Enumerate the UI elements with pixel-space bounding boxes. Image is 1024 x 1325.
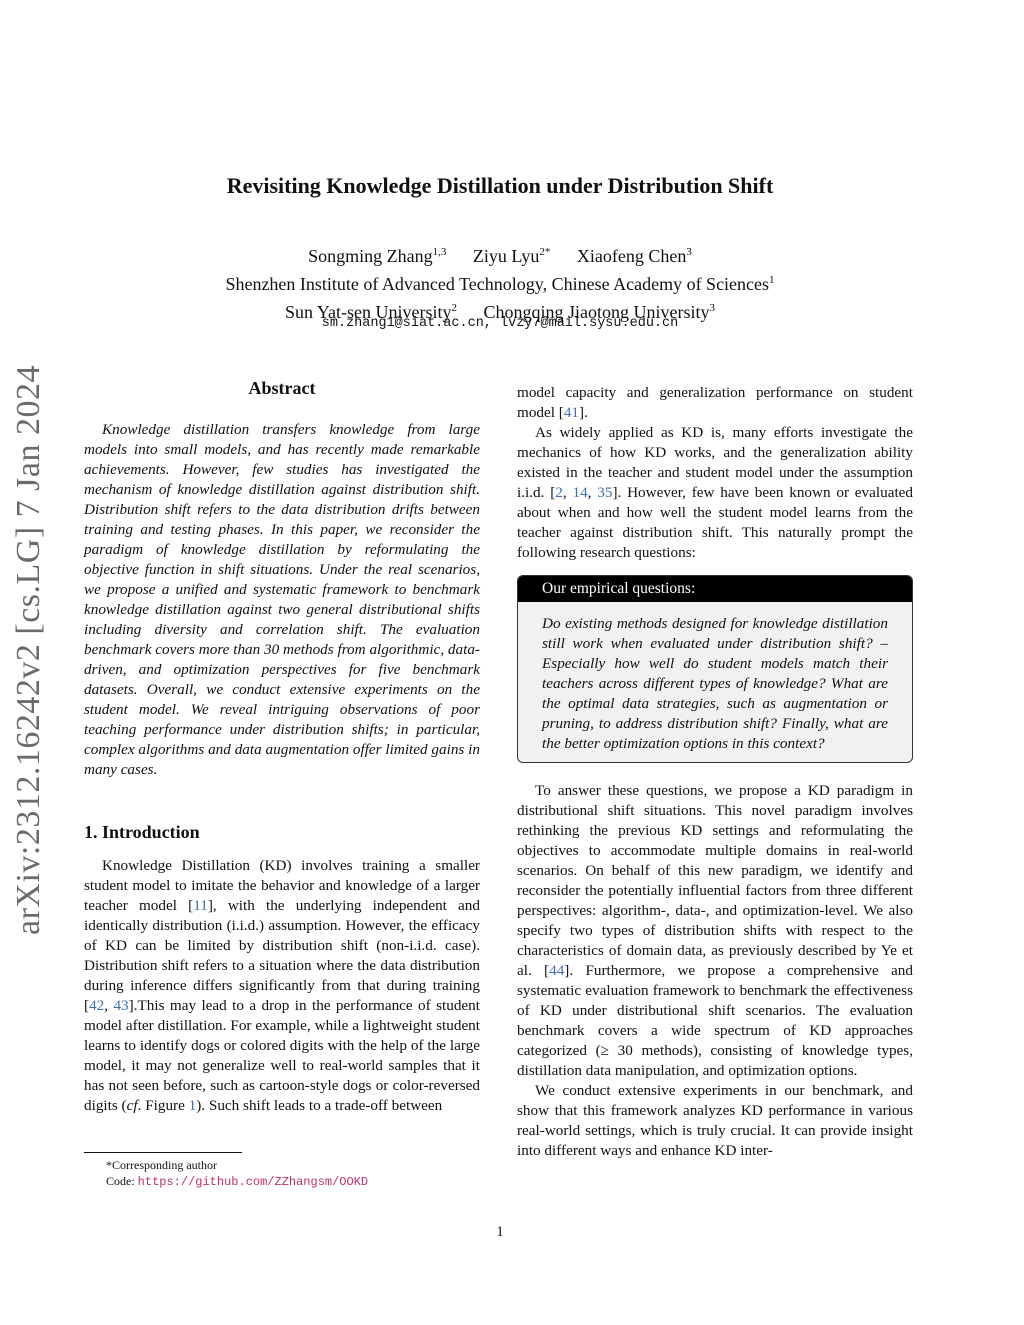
paragraph: To answer these questions, we propose a KD paradigm in distributional shift situations. This novel paradigm involves rethinking the previous KD settings and reformulating the objectives to accommodate multiple domains in real-world scenarios. On behalf of this new paradigm, we identify and reconsider the potentially influential factors from three different perspectives: algorithm-, data-, and optimization-level. We also specify two types of distribution shifts with respect to the characteristics of domain data, as previously described by Ye et al. [44]. Furthermore, we propose a comprehensive and systematic evaluation framework to benchmark the effectiveness of KD under distributional shift scenarios. The evaluation benchmark covers a wide spectrum of KD approaches categorized (≥ 30 methods), consisting of knowledge types, distillation data manipulation, and optimization options.: [517, 782, 913, 1079]
affiliation-line: Sun Yat-sen University$^2$ Chongqing Jiaotong University$^3$: [284, 302, 715, 322]
paper-title: Revisiting Knowledge Distillation under Distribution Shift: [226, 173, 774, 198]
author-name: Xiaofeng Chen: [576, 246, 687, 266]
author-name: Songming Zhang: [308, 246, 433, 266]
left-column: [84, 378, 480, 1190]
paragraph: We conduct extensive experiments in our benchmark, and show that this framework analyzes KD performance in various real-world settings, which is truly crucial. It can provide insight into different ways and enhance KD inter-: [517, 1082, 913, 1159]
page-number: 1: [496, 1224, 504, 1240]
footnote-corresponding: *Corresponding author: [106, 1158, 217, 1172]
citation-link[interactable]: 41: [563, 404, 580, 421]
section-heading: 1. Introduction: [84, 822, 200, 842]
arxiv-sidebar: [6, 365, 52, 935]
questions-box-title: Our empirical questions:: [518, 576, 912, 602]
intro-paragraph: Knowledge Distillation (KD) involves training a smaller student model to imitate the behavior and knowledge of a larger teacher model [11], with the underlying independent and identically distribution (i.i.d.) assumption. However, the efficacy of KD can be limited by distribution shift (non-i.i.d. case). Distribution shift refers to a situation where the data distribution during inference differs significantly from that during training [42, 43].This may lead to a drop in the performance of student model after distillation. For example, while a lightweight student learns to identify dogs or colored digits with the help of the large model, it may not generalize well to real-world samples that it has not seen before, such as cartoon-style dogs or color-reversed digits (cf. Figure 1). Such shift leads to a trade-off between: [84, 857, 480, 1114]
citation-link[interactable]: 11: [193, 897, 208, 914]
author-block: [0, 240, 1000, 324]
affiliation-line: Shenzhen Institute of Advanced Technology, Chinese Academy of Sciences$^1$: [225, 274, 775, 294]
footnote-code: Code: https://github.com/ZZhangsm/OOKD: [106, 1174, 369, 1189]
citation-link[interactable]: 14: [572, 484, 588, 501]
abstract-text: Knowledge distillation transfers knowledge from large models into small models, and has recently made remarkable achievements. However, few studies has investigated the mechanism of knowledge distillation against distribution shift. Distribution shift refers to the data distribution drifts between training and testing phases. In this paper, we reconsider the paradigm of knowledge distillation by reformulating the objective function in shift situations. Under the real scenarios, we propose a unified and systematic framework to benchmark knowledge distillation against two general distributional shifts including diversity and correlation shift. The evaluation benchmark covers more than 30 methods from algorithmic, data-driven, and optimization perspectives for five benchmark datasets. Overall, we conduct extensive experiments on the student model. We reveal intriguing observations of poor teaching performance under distribution shifts; in particular, complex algorithms and data augmentation offer limited gains in many cases.: [84, 421, 480, 778]
figure-link[interactable]: 1: [188, 1097, 197, 1114]
paragraph: As widely applied as KD is, many efforts investigate the mechanics of how KD works, and the generalization ability existed in the teacher and student model under the assumption i.i.d. [2, 14, 35]. However, few have been known or evaluated about when and how well the student model learns from the teacher against distribution shift. This naturally prompt the following research questions:: [517, 424, 913, 561]
arxiv-identifier: arXiv:2312.16242v2 [cs.LG] 7 Jan 2024: [10, 365, 48, 935]
right-column: [517, 383, 913, 1161]
code-url-link[interactable]: https://github.com/ZZhangsm/OOKD: [137, 1175, 369, 1189]
footnote-rule: [84, 1152, 242, 1153]
questions-box-text: Do existing methods designed for knowledge distillation still work when evaluated under distribution shift? –Especially how well do student models match their teachers across different types of knowledge? What are the optimal data strategies, such as augmentation or pruning, to address distribution shift? Finally, what are the better optimization options in this context?: [542, 615, 888, 752]
citation-link[interactable]: 35: [597, 484, 613, 501]
citation-link[interactable]: 42: [89, 997, 105, 1014]
questions-box: [517, 575, 913, 763]
author-name: Ziyu Lyu: [472, 246, 540, 266]
citation-link[interactable]: 44: [549, 962, 565, 979]
paragraph: model capacity and generalization performance on student model [41].: [517, 384, 913, 421]
abstract-heading: Abstract: [248, 378, 316, 398]
footnote: [84, 1157, 480, 1190]
citation-link[interactable]: 2: [555, 484, 563, 501]
citation-link[interactable]: 43: [113, 997, 129, 1014]
author-emails: sm.zhang1@siat.ac.cn, lvzy7@mail.sysu.edu.cn: [321, 316, 679, 331]
author-names: Songming Zhang$^{1,3}$ Ziyu Lyu$^{2*}$ Xiaofeng Chen$^3$: [308, 246, 692, 266]
